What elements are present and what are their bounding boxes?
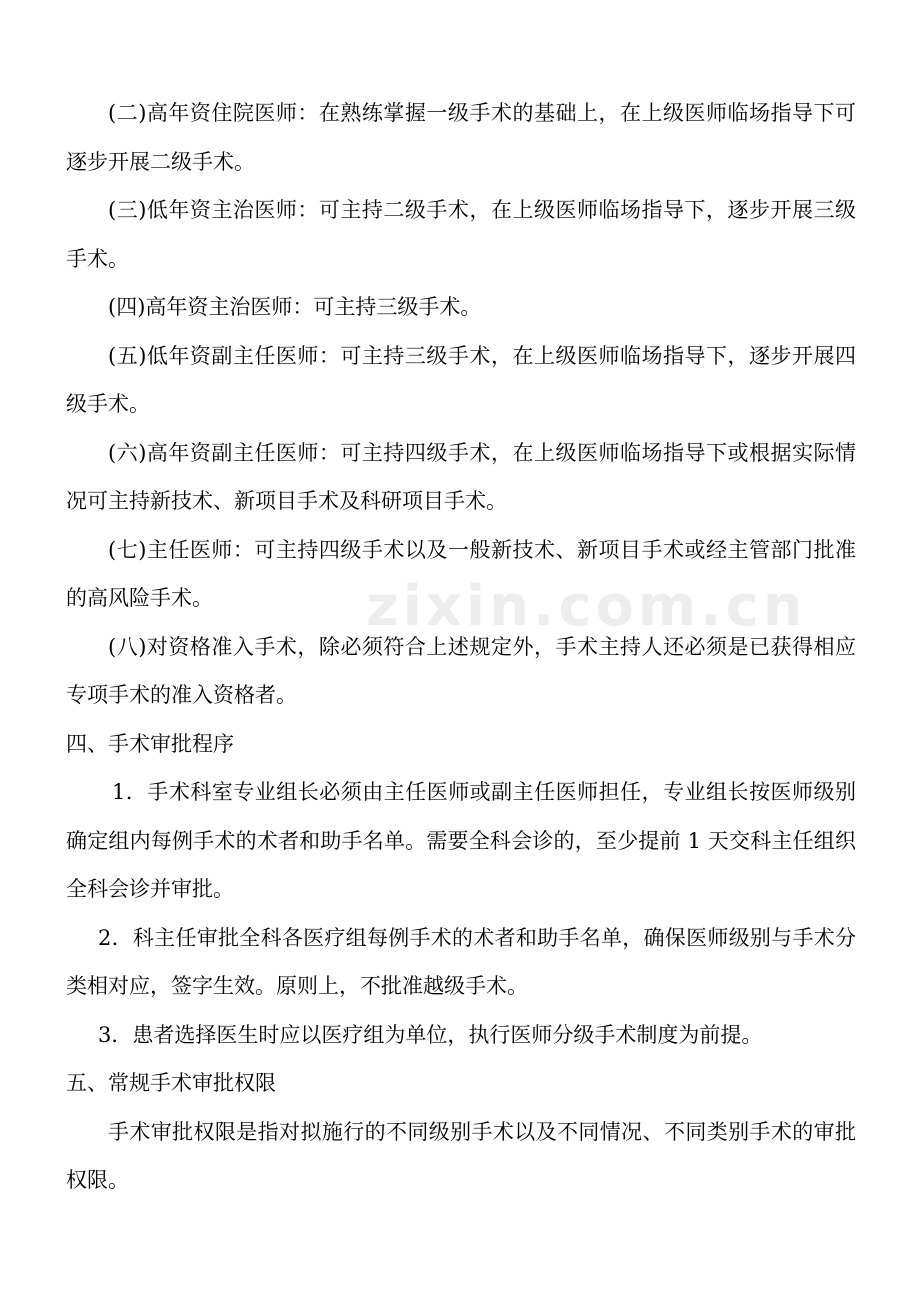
procedure-item-2: 2．科主任审批全科各医疗组每例手术的术者和助手名单，确保医师级别与手术分类相对应，签字生效。原则上，不批准越级手术。 [66,925,856,998]
paragraph-junior-associate-chief: (五)低年资副主任医师：可主持三级手术，在上级医师临场指导下，逐步开展四级手术。 [66,343,856,416]
procedure-item-3: 3．患者选择医生时应以医疗组为单位，执行医师分级手术制度为前提。 [98,1022,763,1047]
paragraph-junior-attending: (三)低年资主治医师：可主持二级手术，在上级医师临场指导下，逐步开展三级手术。 [66,198,856,271]
paragraph-qualification-access: (八)对资格准入手术，除必须符合上述规定外，手术主持人还必须是已获得相应专项手术的准入资格者。 [66,634,856,707]
paragraph-senior-attending: (四)高年资主治医师：可主持三级手术。 [108,295,482,319]
paragraph-senior-associate-chief: (六)高年资副主任医师：可主持四级手术，在上级医师临场指导下或根据实际情况可主持新技术、新项目手术及科研项目手术。 [66,440,856,513]
section-heading-approval-procedure: 四、手术审批程序 [66,731,234,756]
procedure-item-1: 1．手术科室专业组长必须由主任医师或副主任医师担任，专业组长按医师级别确定组内每例手术的术者和助手名单。需要全科会诊的，至少提前 1 天交科主任组织全科会诊并审批。 [66,780,856,901]
section-heading-approval-authority: 五、常规手术审批权限 [66,1071,276,1095]
watermark-text: zixin.com.cn [366,574,807,639]
document-page [66,89,856,1205]
paragraph-chief-physician: (七)主任医师：可主持四级手术以及一般新技术、新项目手术或经主管部门批准的高风险手术。 [66,537,856,610]
paragraph-approval-authority: 手术审批权限是指对拟施行的不同级别手术以及不同情况、不同类别手术的审批权限。 [66,1119,856,1192]
paragraph-senior-resident: (二)高年资住院医师：在熟练掌握一级手术的基础上，在上级医师临场指导下可逐步开展二级手术。 [66,101,856,174]
